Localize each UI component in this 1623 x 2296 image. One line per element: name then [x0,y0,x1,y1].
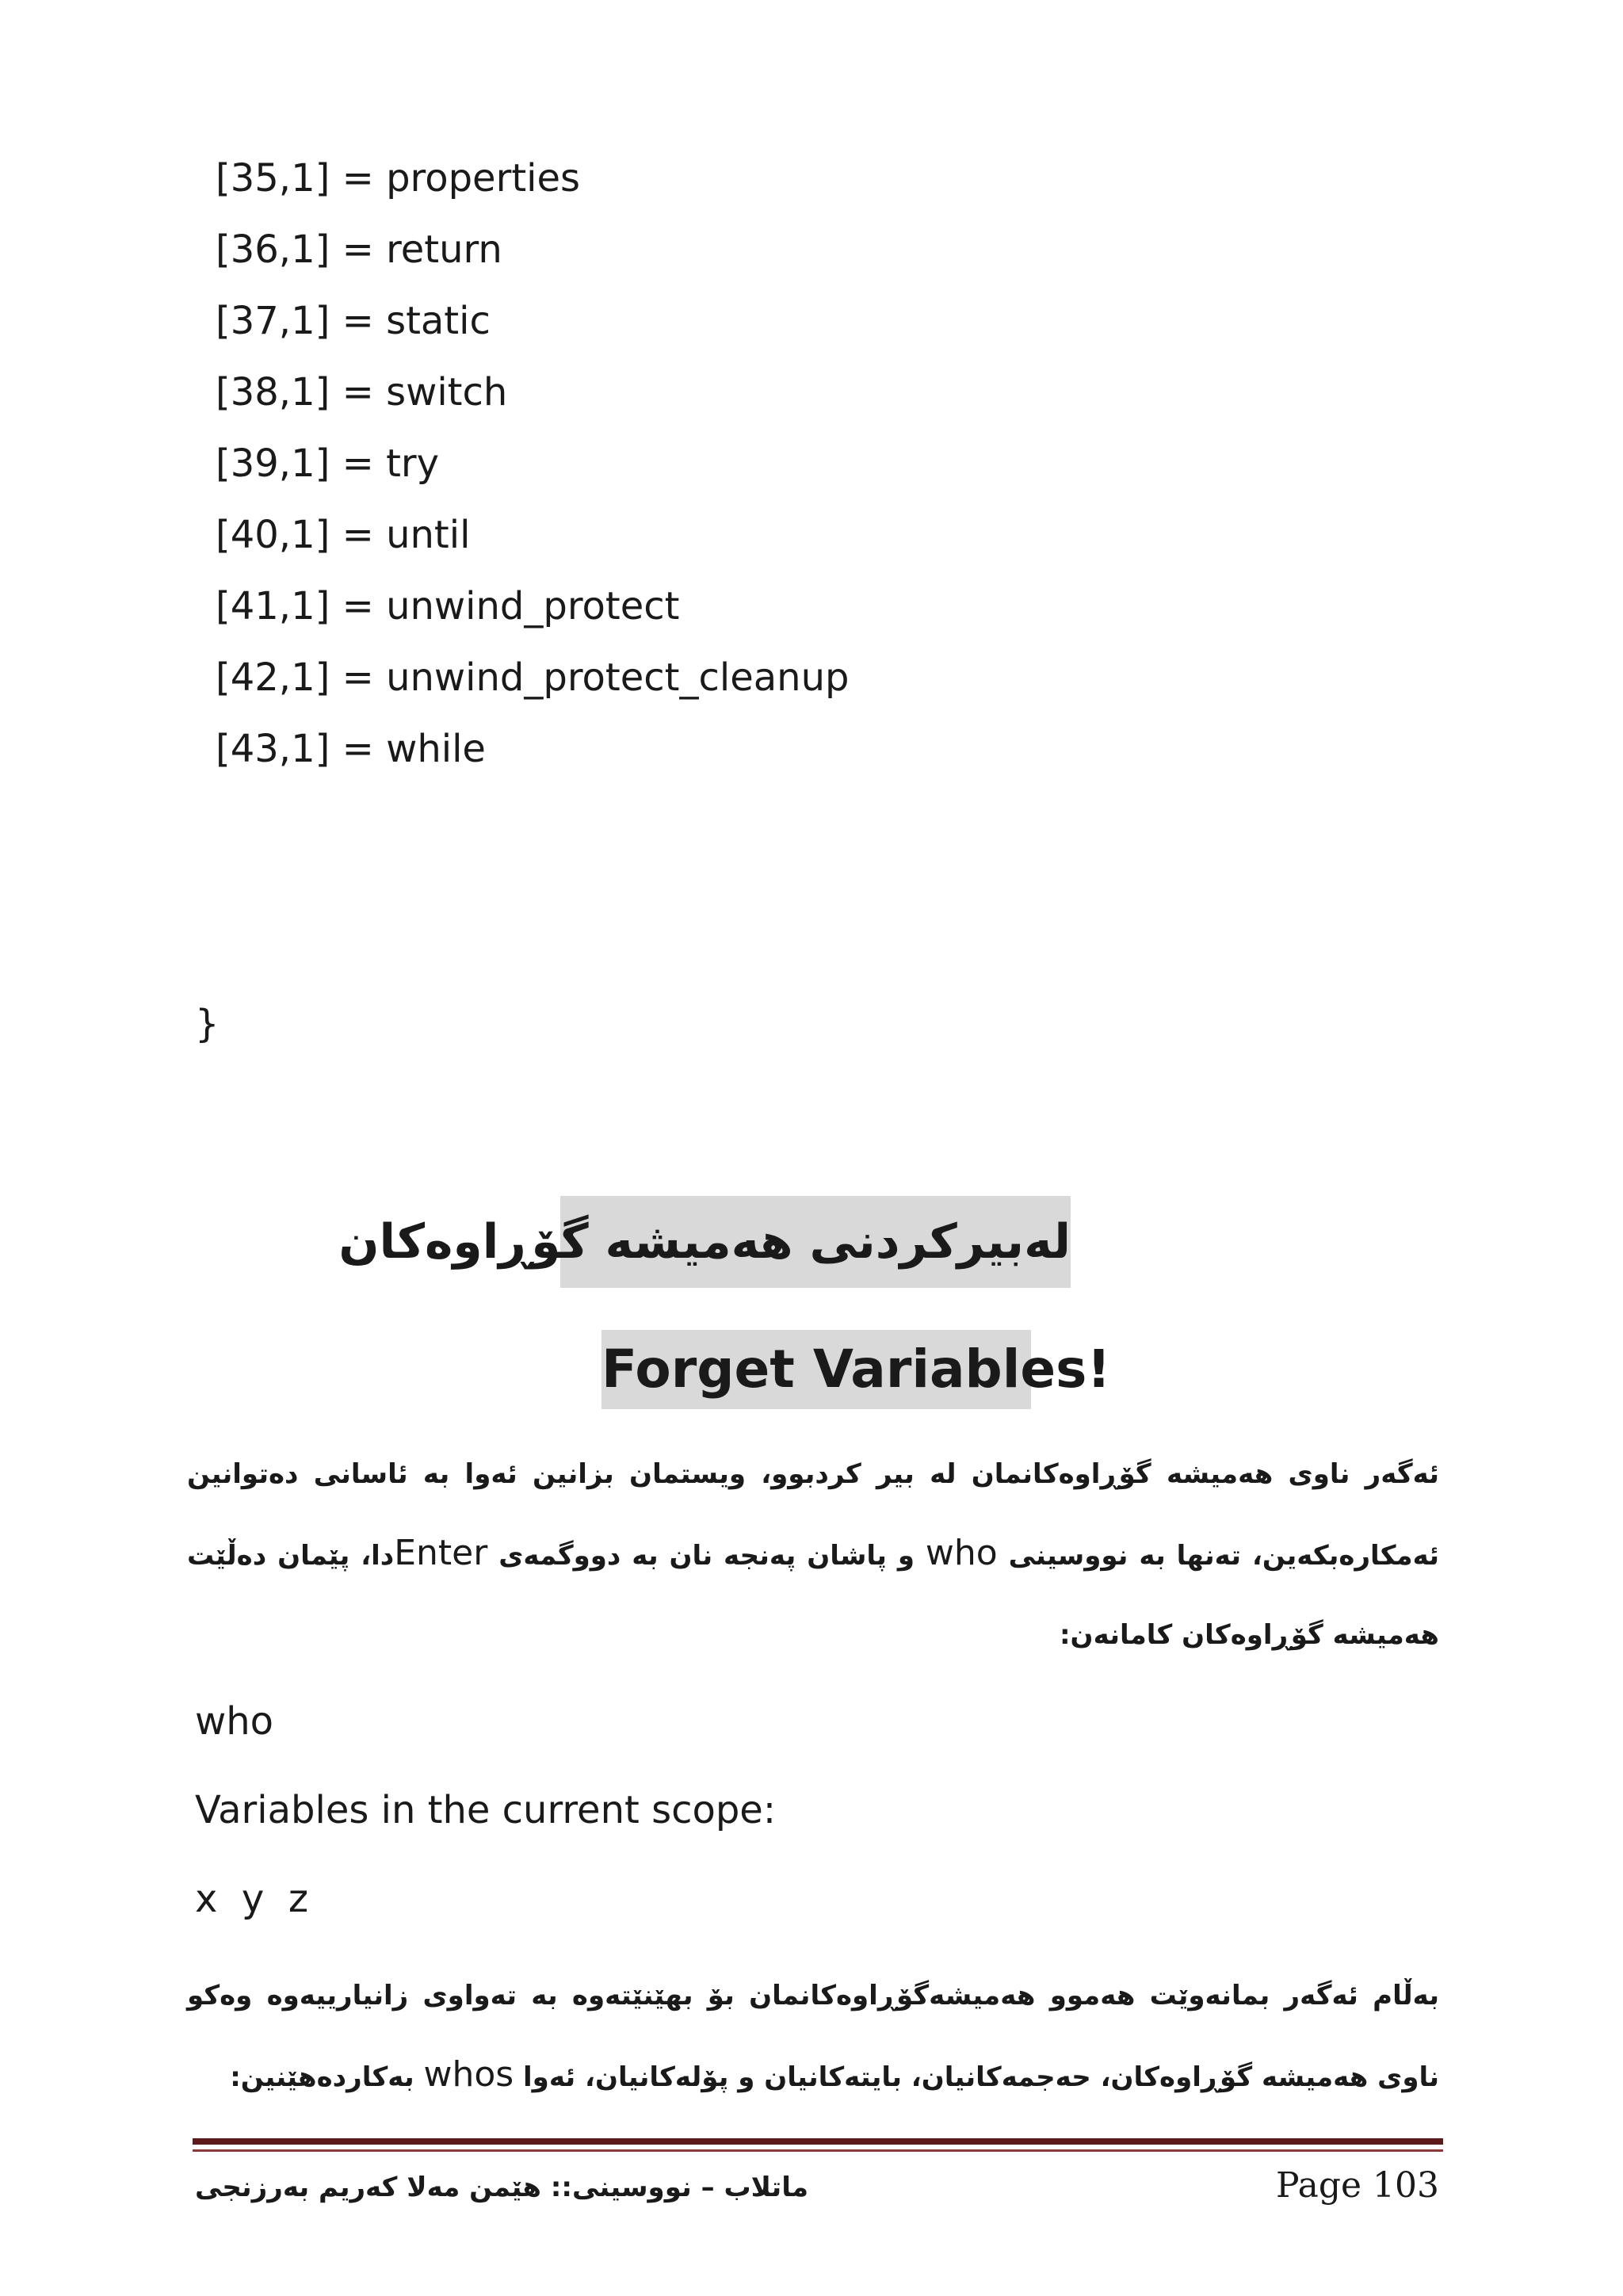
paragraph-text: ئەگەر ناوی هەمیشە گۆڕاوەکانمان لە بیر کردبوو، ویستمان بزانین ئەوا بە ئاسانی دەتوانین ئەمکارەبکەین، تەنها بە نووسینی [187,1458,1439,1572]
code-line: [42,1] = unwind_protect_cleanup [216,655,850,700]
example-command: who [195,1699,274,1744]
inline-code-who: who [925,1533,998,1573]
section-title-english: Forget Variables! [601,1330,1031,1409]
code-line: [38,1] = switch [216,370,508,415]
example-output-vars: x y z [195,1877,309,1921]
code-line: [41,1] = unwind_protect [216,584,680,628]
paragraph-text: بەکاردەهێنین: [230,2061,424,2093]
footer-divider-thin [193,2149,1443,2152]
code-line: [39,1] = try [216,441,440,486]
code-line: [37,1] = static [216,299,491,343]
footer-author: ماتلاب – نووسینی:: هێمن مەلا کەریم بەرزنجی [195,2172,809,2203]
inline-code-whos: whos [423,2054,514,2095]
inline-key-enter: Enter [394,1533,488,1573]
page-number: Page 103 [1275,2165,1439,2206]
code-line: [35,1] = properties [216,156,581,201]
code-line: [43,1] = while [216,727,486,771]
paragraph-text: بەڵام ئەگەر بمانەوێت هەموو هەمیشەگۆڕاوەکانمان بۆ بهێنێتەوە بە تەواوی زانیارییەوە وەکو ناوی هەمیشە گۆڕاوەکان، حەجمەکانیان، بایتەکانیان و پۆلەکانیان، ئەوا [187,1980,1439,2093]
code-line: [36,1] = return [216,227,502,272]
section-title-kurdish: لەبیرکردنی هەمیشە گۆڕاوەکان [560,1196,1071,1288]
paragraph-text: و پاشان پەنجە نان بە دووگمەی [487,1540,926,1572]
code-line: [40,1] = until [216,513,471,557]
closing-brace: } [195,1002,220,1046]
paragraph-who-intro [187,1435,1439,1675]
paragraph-text: دا، پێمان دەڵێت هەمیشە گۆڕاوەکان کامانەن: [187,1540,1439,1651]
paragraph-whos-intro [187,1956,1439,2117]
footer-divider [193,2138,1443,2145]
example-output-header: Variables in the current scope: [195,1788,777,1832]
